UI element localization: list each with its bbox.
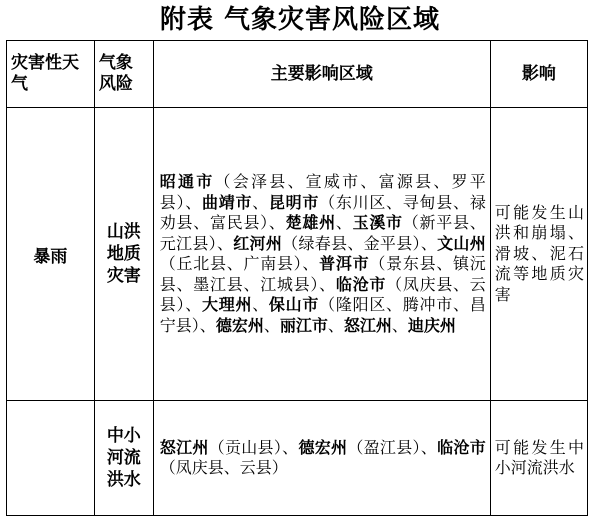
header-main-area: 主要影响区域 xyxy=(153,41,490,108)
page-title: 附表 气象灾害风险区域 xyxy=(159,5,441,35)
area-detail: （盈江县） xyxy=(347,437,421,457)
header-hazard-weather: 灾害性天气 xyxy=(7,41,95,108)
area-name: 曲靖市 xyxy=(201,192,253,212)
hazard-cell xyxy=(7,401,95,516)
header-impact: 影响 xyxy=(490,41,587,108)
risk-cell: 山洪地质灾害 xyxy=(94,108,153,401)
area-cell: 怒江州（贡山县）、德宏州（盈江县）、临沧市（凤庆县、云县） xyxy=(153,401,490,516)
area-name: 德宏州 xyxy=(215,315,264,335)
area-name: 怒江州 xyxy=(159,437,209,457)
risk-area-table xyxy=(6,40,588,516)
area-name: 文山州 xyxy=(437,233,486,253)
area-cell: 昭通市（会泽县、宣威市、富源县、罗平县）、曲靖市、昆明市（东川区、寻甸县、禄劝县、富民县）、楚雄州、玉溪市（新平县、元江县）、红河州（绿春县、金平县）、文山州（丘北县、广南县）、普洱市（景东县、镇沅县、墨江县、江城县）、临沧市（凤庆县、云县）、大理州、保山市（隆阳区、腾冲市、昌宁县）、德宏州、丽江市、怒江州、迪庆州 xyxy=(153,108,490,401)
area-detail: （东川区、寻甸县、禄劝县、富民县） xyxy=(159,192,486,232)
area-name: 大理州 xyxy=(201,295,253,314)
hazard-cell: 暴雨 xyxy=(7,108,95,401)
table-header-row xyxy=(7,41,588,108)
area-name: 临沧市 xyxy=(437,437,486,457)
area-name: 玉溪市 xyxy=(352,213,403,232)
area-name: 昭通市 xyxy=(159,172,215,191)
area-detail: （景东县、镇沅县、墨江县、江城县） xyxy=(159,254,486,294)
risk-cell: 中小河流洪水 xyxy=(94,401,153,516)
area-name: 德宏州 xyxy=(298,437,348,457)
area-detail: （隆阳区、腾冲市、昌宁县） xyxy=(159,295,486,335)
area-name: 昆明市 xyxy=(268,192,320,212)
area-detail: （会泽县、宣威市、富源县、罗平县） xyxy=(159,172,486,212)
area-detail: （丘北县、广南县） xyxy=(159,254,303,273)
area-detail: （贡山县） xyxy=(208,437,283,457)
area-name: 丽江市 xyxy=(279,315,328,335)
area-detail: （新平县、元江县） xyxy=(159,213,486,253)
impact-cell: 可能发生中小河流洪水 xyxy=(490,401,587,516)
area-detail: （凤庆县、云县） xyxy=(159,458,288,477)
area-name: 临沧市 xyxy=(335,274,387,294)
impact-cell: 可能发生山洪和崩塌、滑坡、泥石流等地质灾害 xyxy=(490,108,587,401)
area-name: 楚雄州 xyxy=(285,213,336,232)
table-row xyxy=(7,401,588,516)
area-detail: （绿春县、金平县） xyxy=(282,233,421,253)
table-row xyxy=(7,108,588,401)
area-detail: （凤庆县、云县） xyxy=(159,274,486,314)
area-name: 迪庆州 xyxy=(407,315,456,335)
area-name: 红河州 xyxy=(233,233,283,253)
area-name: 保山市 xyxy=(268,295,320,314)
header-weather-risk: 气象风险 xyxy=(94,41,153,108)
area-name: 普洱市 xyxy=(319,254,370,273)
area-name: 怒江州 xyxy=(343,315,392,335)
